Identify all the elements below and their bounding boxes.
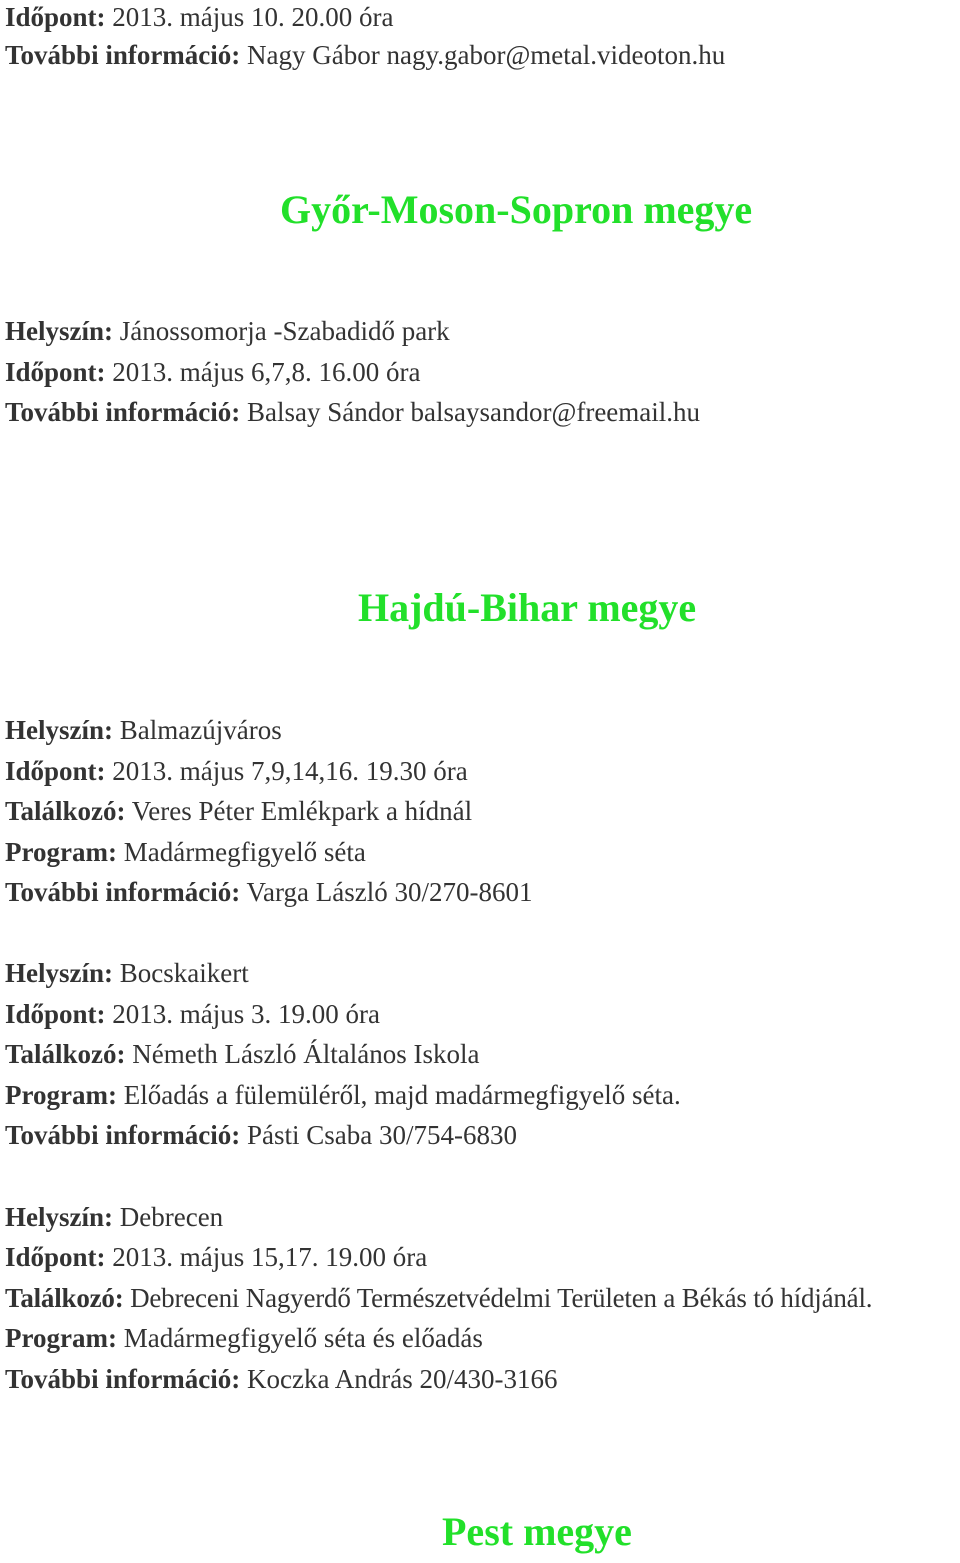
event1-location-line	[5, 713, 282, 747]
field-label: Helyszín:	[5, 715, 113, 745]
field-value: Debrecen	[119, 1202, 224, 1232]
field-value: Veres Péter Emlékpark a hídnál	[131, 796, 473, 826]
event2-info-line	[5, 1118, 517, 1152]
field-label: Időpont:	[5, 1242, 106, 1272]
field-label: További információ:	[5, 1120, 241, 1150]
top-info-line	[5, 38, 725, 72]
event3-info-line	[5, 1362, 557, 1396]
event2-date-line	[5, 997, 380, 1031]
field-value: Németh László Általános Iskola	[132, 1039, 480, 1069]
field-value: Előadás a fülemüléről, majd madármegfigyelő séta.	[123, 1080, 681, 1110]
field-label: Időpont:	[5, 756, 106, 786]
section-heading-gyor: Győr-Moson-Sopron megye	[280, 187, 753, 232]
field-value: Madármegfigyelő séta és előadás	[123, 1323, 483, 1353]
event2-meeting-line	[5, 1037, 479, 1071]
field-label: Időpont:	[5, 2, 106, 32]
event3-location-line	[5, 1200, 223, 1234]
section-heading-pest: Pest megye	[442, 1509, 632, 1554]
field-value: Balmazújváros	[119, 715, 282, 745]
field-label: Program:	[5, 1080, 117, 1110]
field-value: Nagy Gábor nagy.gabor@metal.videoton.hu	[247, 40, 726, 70]
event3-date-line	[5, 1240, 427, 1274]
field-label: Találkozó:	[5, 796, 126, 826]
field-label: Találkozó:	[5, 1039, 126, 1069]
field-value: 2013. május 3. 19.00 óra	[112, 999, 381, 1029]
event2-program-line	[5, 1078, 681, 1112]
event1-program-line	[5, 835, 366, 869]
field-value: 2013. május 10. 20.00 óra	[112, 2, 394, 32]
gyor-location-line	[5, 314, 450, 348]
field-label: További információ:	[5, 397, 241, 427]
field-label: Helyszín:	[5, 1202, 113, 1232]
field-value: Balsay Sándor balsaysandor@freemail.hu	[247, 397, 701, 427]
field-label: További információ:	[5, 877, 241, 907]
field-value: Jánossomorja -Szabadidő park	[119, 316, 450, 346]
top-date-line	[5, 0, 394, 34]
field-label: Időpont:	[5, 999, 106, 1029]
gyor-date-line	[5, 355, 421, 389]
field-value: 2013. május 6,7,8. 16.00 óra	[112, 357, 421, 387]
field-label: Helyszín:	[5, 958, 113, 988]
field-label: Időpont:	[5, 357, 106, 387]
field-label: Program:	[5, 837, 117, 867]
event3-program-line	[5, 1321, 483, 1355]
field-value: Bocskaikert	[119, 958, 249, 988]
event1-info-line	[5, 875, 533, 909]
field-label: Helyszín:	[5, 316, 113, 346]
gyor-info-line	[5, 395, 700, 429]
field-value: Varga László 30/270-8601	[246, 877, 533, 907]
field-value: Pásti Csaba 30/754-6830	[247, 1120, 518, 1150]
field-value: 2013. május 7,9,14,16. 19.30 óra	[112, 756, 468, 786]
event1-meeting-line	[5, 794, 472, 828]
field-value: Madármegfigyelő séta	[123, 837, 366, 867]
field-value: Koczka András 20/430-3166	[247, 1364, 558, 1394]
field-value: Debreceni Nagyerdő Természetvédelmi Területen a Békás tó hídjánál.	[130, 1283, 873, 1313]
field-label: További információ:	[5, 40, 241, 70]
field-label: Találkozó:	[5, 1283, 124, 1313]
event3-meeting-line	[5, 1281, 872, 1315]
event1-date-line	[5, 754, 468, 788]
section-heading-hajdu: Hajdú-Bihar megye	[358, 585, 697, 630]
field-value: 2013. május 15,17. 19.00 óra	[112, 1242, 428, 1272]
field-label: További információ:	[5, 1364, 241, 1394]
event2-location-line	[5, 956, 249, 990]
field-label: Program:	[5, 1323, 117, 1353]
